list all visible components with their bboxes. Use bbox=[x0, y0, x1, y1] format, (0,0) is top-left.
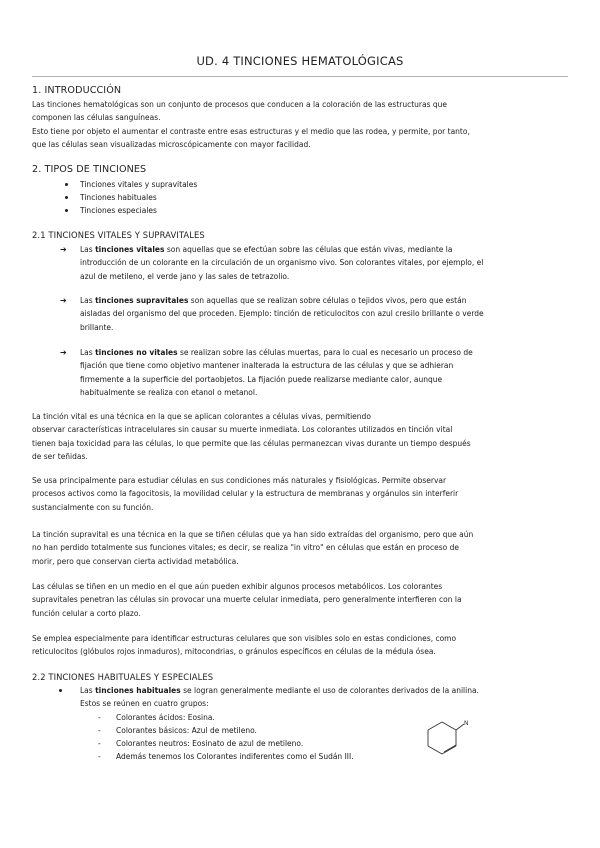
text-line: que las células sean visualizadas microscópicamente con mayor facilidad. bbox=[32, 139, 311, 149]
heading-introduccion: 1. INTRODUCCIÓN bbox=[32, 85, 122, 96]
heading-tipos: 2. TIPOS DE TINCIONES bbox=[32, 164, 147, 175]
paragraph-se-emplea: Se emplea especialmente para identificar estructuras celulares que son visibles solo en estas condiciones, como reticulocitos (glóbulos rojos inmaduros), mitocondrias, o gránulos específicos en células de la médula ósea. bbox=[32, 634, 457, 657]
bullet-icon bbox=[65, 183, 68, 186]
document-page: UD. 4 TINCIONES HEMATOLÓGICAS 1. INTRODUCCIÓN Las tinciones hematológicas son un conjunto de procesos que conducen a la coloración de las estructuras que componen las células sanguíneas. Esto tiene por objeto el aumentar el contraste entre esas estructuras y el medio que las rodea, y permite, por tanto, que las células sean visualizadas microscópicamente con mayor facilidad. 2. TIPOS DE TINCIONES Tinciones vitales y supravitales Tinciones habituales Tinciones especiales 2.1 TINCIONES VITALES Y SUPRAVITALES ➔ Las tinciones vitales son aquellas que se efectúan sobre las células que están vivas, mediante la introducción de un colorante en la circulación de un organismo vivo. Son colorantes vitales, por ejemplo, el azul de metileno, el verde jano y las sales de tetrazolio. ➔ Las tinciones supravitales son aquellas que se realizan sobre células o tejidos vivos, pero que están aisladas del organismo del que proceden. Ejemplo: tinción de reticulocitos con azul cresilo brillante o verde brillante. ➔ Las tinciones no vitales se realizan sobre las células muertas, para lo cual es necesario un proceso de fijación que tiene como objetivo mantener inalterada la estructura de las células y que se adhieran firmemente a la superficie del portaobjetos. La fijación puede realizarse mediante calor, aunque habitualmente se realiza con etanol o metanol. La tinción vital es una técnica en la que se aplican colorantes a células vivas, permitiendo observar características intracelulares sin causar su muerte inmediata. Los colorantes utilizados en tinción vital tienen baja toxicidad para las células, lo que permite que las células permanezcan vivas durante un tiempo después de ser teñidas. Se usa principalmente para estudiar células en sus condiciones más naturales y fisiológicas. Permite observar procesos activos como la fagocitosis, la movilidad celular y la estructura de membranas y orgánulos sin interferir sustancialmente con su función. La tinción supravital es una técnica en la que se tiñen células que ya han sido extraídas del organismo, pero que aún no han perdido totalmente sus funciones vitales; es decir, se realiza "in vitro" en células que están en proceso de morir, pero que conservan cierta actividad metabólica. Las células se tiñen en un medio en el que aún pueden exhibir algunos procesos metabólicos. Los colorantes supravitales penetran las células sin provocar una muerte celular inmediata, pero generalmente interfieren con la función celular a corto plazo. Se emplea especialmente para identificar estructuras celulares que son visibles solo en estas condiciones, como reticulocitos (glóbulos rojos inmaduros), mitocondrias, o gránulos específicos en células de la médula ósea. 2.2 TINCIONES HABITUALES Y ESPECIALES Las tinciones habituales se logran generalmente mediante el uso de colorantes derivados de la anilina. Estos se reúnen en cuatro grupos: - Colorantes ácidos: Eosina. - Colorantes básicos: Azul de metileno. - Colorantes neutros: Eosinato de azul de metileno. - Además tenemos los Colorantes indiferentes como el Sudán III. N bbox=[0, 0, 600, 848]
chemical-structure-icon bbox=[424, 712, 484, 762]
dash-bullet: - bbox=[98, 739, 101, 748]
dash-bullet: - bbox=[98, 752, 101, 761]
paragraph-tincion-supravital: La tinción supravital es una técnica en la que se tiñen células que ya han sido extraídas del organismo, pero que aún no han perdido totalmente sus funciones vitales; es decir, se realiza "in vitro" en células que están en proceso de morir, pero que conservan cierta actividad metabólica. bbox=[32, 530, 474, 566]
paragraph-tincion-vital: La tinción vital es una técnica en la que se aplican colorantes a células vivas, permitiendo observar características intracelulares sin causar su muerte inmediata. Los colorantes utilizados en tinción vital tienen baja toxicidad para las células, lo que permite que las células permanezcan vivas durante un tiempo después de ser teñidas. bbox=[32, 412, 471, 461]
arrow-right-icon: ➔ bbox=[60, 296, 67, 305]
bullet-icon bbox=[65, 196, 68, 199]
heading-vitales: 2.1 TINCIONES VITALES Y SUPRAVITALES bbox=[32, 230, 205, 240]
dash-bullet: - bbox=[98, 713, 101, 722]
arrow-right-icon: ➔ bbox=[60, 245, 67, 254]
text-line: Esto tiene por objeto el aumentar el contraste entre esas estructuras y el medio que las rodea, y permite, por tanto, bbox=[32, 126, 470, 136]
heading-habituales: 2.2 TINCIONES HABITUALES Y ESPECIALES bbox=[32, 672, 214, 682]
intro-paragraph bbox=[32, 98, 552, 151]
list-item: Tinciones especiales bbox=[80, 204, 197, 217]
list-item: Tinciones habituales bbox=[80, 191, 197, 204]
list-item: Tinciones vitales y supravitales bbox=[80, 178, 197, 191]
bullet-icon bbox=[65, 209, 68, 212]
text-line: componen las células sanguíneas. bbox=[32, 113, 161, 123]
page-title: UD. 4 TINCIONES HEMATOLÓGICAS bbox=[196, 54, 404, 68]
habituales-bullet: Las tinciones habituales se logran generalmente mediante el uso de colorantes derivados de la anilina. Estos se reúnen en cuatro grupos: bbox=[62, 684, 562, 710]
dash-bullet: - bbox=[98, 726, 101, 735]
tipos-list bbox=[62, 178, 198, 218]
title-divider bbox=[32, 76, 568, 77]
text-line: Las tinciones hematológicas son un conjunto de procesos que conducen a la coloración de las estructuras que bbox=[32, 100, 448, 109]
arrow-right-icon: ➔ bbox=[60, 348, 67, 357]
atom-label: N bbox=[464, 720, 469, 727]
bullet-icon bbox=[59, 689, 62, 692]
paragraph-uso-principal: Se usa principalmente para estudiar células en sus condiciones más naturales y fisiológicas. Permite observar procesos activos como la fagocitosis, la movilidad celular y la estructura de membranas y orgánulos sin interferir sustancialmente con su función. bbox=[32, 476, 459, 512]
paragraph-celulas-tinen: Las células se tiñen en un medio en el que aún pueden exhibir algunos procesos metabólicos. Los colorantes supravitales penetran las células sin provocar una muerte celular inmediata, pero generalmente interfieren con la función celular a corto plazo. bbox=[32, 582, 462, 618]
